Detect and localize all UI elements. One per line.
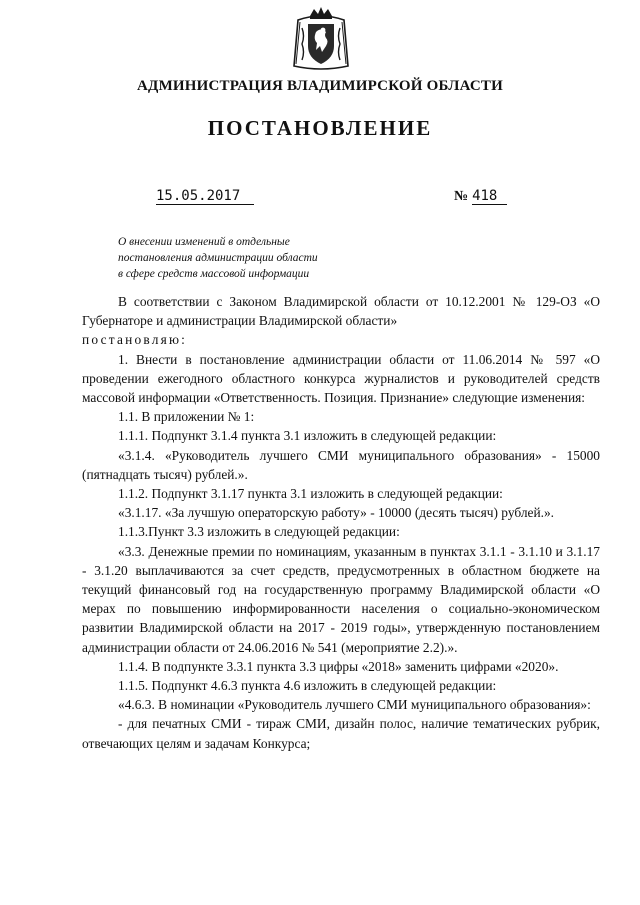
document-body [82,292,600,753]
subject-line: О внесении изменений в отдельные [118,236,290,248]
number-sign: № [454,189,469,204]
paragraph-item-1-1: 1.1. В приложении № 1: [118,409,255,425]
paragraph-item-1-1-3: 1.1.3.Пункт 3.3 изложить в следующей редакции: [118,524,400,540]
paragraph-quote-3-3: «3.3. Денежные премии по номинациям, указанным в пунктах 3.1.1 - 3.1.10 и 3.1.17 - 3.1.20 выплачиваются за счет средств, предусмотренных в областном бюджете на текущий финансовый год на государственную программу Владимирской области «О мерах по повышению информированности населения о социально-экономическом развитии Владимирской области на 2017 - 2019 годы», утвержденную постановлением администрации области от 24.06.2016 № 541 (мероприятие 2.2).». [82,543,600,655]
document-subject [118,234,378,282]
paragraph-quote-4-6-3: «4.6.3. В номинации «Руководитель лучшего СМИ муниципального образования»: [118,697,591,713]
paragraph-quote-3-1-4: «3.1.4. «Руководитель лучшего СМИ муниципального образования» - 15000 (пятнадцать тысяч) рублей.». [82,447,600,482]
paragraph-bullet-print-media: - для печатных СМИ - тираж СМИ, дизайн полос, наличие тематических рубрик, отвечающих целям и задачам Конкурса; [82,716,600,751]
organization-name: АДМИНИСТРАЦИЯ ВЛАДИМИРСКОЙ ОБЛАСТИ [137,78,503,94]
document-number [454,188,507,205]
date-value: 15.05.2017 [156,188,254,205]
paragraph-item-1-1-4: 1.1.4. В подпункте 3.3.1 пункта 3.3 цифры «2018» заменить цифрами «2020». [118,658,559,674]
paragraph-preamble: В соответствии с Законом Владимирской области от 10.12.2001 № 129-ОЗ «О Губернаторе и администрации Владимирской области» [82,294,600,329]
paragraph-item-1-1-2: 1.1.2. Подпункт 3.1.17 пункта 3.1 изложить в следующей редакции: [118,486,503,502]
paragraph-quote-3-1-17: «3.1.17. «За лучшую операторскую работу» - 10000 (десять тысяч) рублей.». [118,505,554,521]
paragraph-item-1-1-1: 1.1.1. Подпункт 3.1.4 пункта 3.1 изложить в следующей редакции: [118,428,497,444]
subject-line: постановления администрации области [118,252,318,264]
coat-of-arms-emblem-icon [292,6,350,72]
number-value: 418 [472,188,507,205]
subject-line: в сфере средств массовой информации [118,268,310,280]
document-date [156,188,254,205]
paragraph-item-1: 1. Внести в постановление администрации области от 11.06.2014 № 597 «О проведении ежегодного областного конкурса журналистов и руководителей средств массовой информации «Ответственность. Позиция. Признание» следующие изменения: [82,351,600,406]
document-type-title: ПОСТАНОВЛЕНИЕ [207,116,433,140]
paragraph-decree-word: постановляю: [82,332,188,348]
paragraph-item-1-1-5: 1.1.5. Подпункт 4.6.3 пункта 4.6 изложить в следующей редакции: [118,678,497,694]
